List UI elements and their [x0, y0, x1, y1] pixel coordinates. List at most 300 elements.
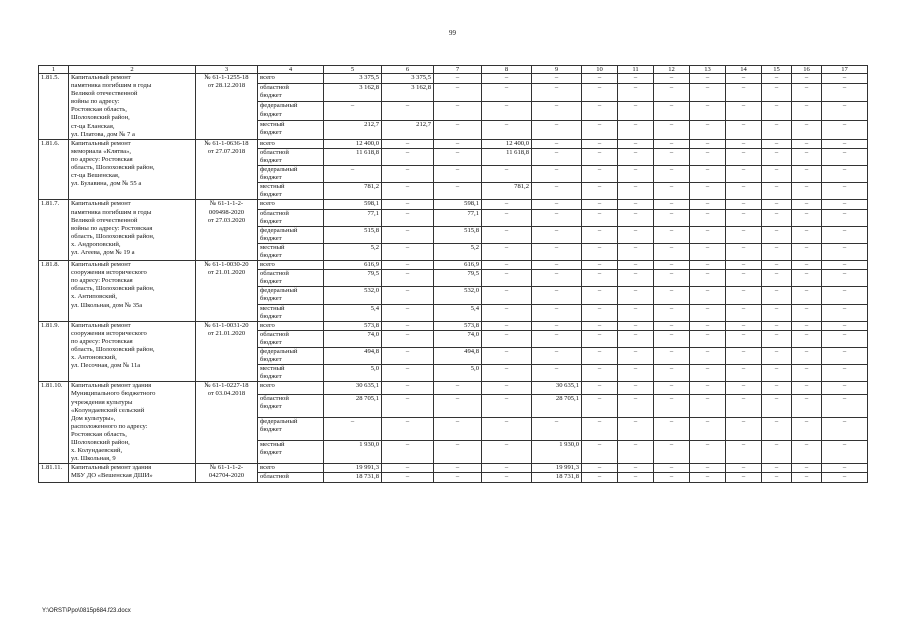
value-cell-14: –	[726, 464, 762, 473]
value-cell-7: 77,1	[434, 209, 482, 226]
value-cell-13: –	[690, 200, 726, 209]
value-cell-13: –	[690, 74, 726, 84]
text-line: бюджет	[260, 156, 282, 164]
value-cell-6: –	[382, 330, 434, 347]
value-cell-8: –	[482, 464, 532, 473]
value-cell-15: –	[762, 74, 792, 84]
value-cell-14: –	[726, 74, 762, 84]
value-cell-11: –	[618, 365, 654, 382]
value-cell-14: –	[726, 287, 762, 304]
value-cell-13: –	[690, 473, 726, 482]
value-cell-17: –	[822, 226, 868, 243]
text-line: ул. Школьная, дом № 35а	[71, 301, 143, 309]
value-cell-6: –	[382, 321, 434, 330]
value-cell-6: –	[382, 394, 434, 417]
text-line: бюджет	[260, 217, 282, 225]
text-line: бюджет	[260, 110, 282, 118]
value-cell-11: –	[618, 183, 654, 200]
value-cell-5: –	[324, 417, 382, 440]
value-cell-7: –	[434, 102, 482, 121]
value-cell-5: 781,2	[324, 183, 382, 200]
value-cell-11: –	[618, 330, 654, 347]
text-line: Ростовская область,	[71, 106, 127, 114]
value-cell-12: –	[654, 139, 690, 148]
text-line: всего	[260, 382, 275, 390]
value-cell-8: –	[482, 330, 532, 347]
value-cell-14: –	[726, 348, 762, 365]
text-line: Великой отечественной	[71, 216, 138, 224]
value-cell-12: –	[654, 330, 690, 347]
item-document	[196, 261, 258, 322]
value-cell-6: –	[382, 183, 434, 200]
value-cell-8: –	[482, 382, 532, 394]
value-cell-12: –	[654, 200, 690, 209]
value-cell-5: 5,0	[324, 365, 382, 382]
value-cell-15: –	[762, 83, 792, 102]
text-line: Капитальный ремонт	[71, 74, 131, 81]
value-cell-14: –	[726, 139, 762, 148]
value-cell-17: –	[822, 321, 868, 330]
value-cell-12: –	[654, 166, 690, 183]
value-cell-16: –	[792, 209, 822, 226]
value-cell-7: 598,1	[434, 200, 482, 209]
value-cell-17: –	[822, 464, 868, 473]
funding-type	[258, 365, 324, 382]
text-line: областной	[260, 330, 289, 338]
value-cell-10: –	[582, 226, 618, 243]
value-cell-16: –	[792, 261, 822, 270]
value-cell-17: –	[822, 382, 868, 394]
text-line: Капитальный ремонт здания	[71, 464, 152, 472]
value-cell-12: –	[654, 394, 690, 417]
value-cell-6: –	[382, 304, 434, 321]
column-header-11: 11	[618, 66, 654, 74]
value-cell-16: –	[792, 183, 822, 200]
value-cell-14: –	[726, 330, 762, 347]
value-cell-13: –	[690, 348, 726, 365]
value-cell-16: –	[792, 394, 822, 417]
value-cell-5: 515,8	[324, 226, 382, 243]
table-row	[39, 74, 868, 84]
text-line: ул. Булавина, дом № 55 а	[71, 180, 142, 188]
value-cell-9: –	[532, 321, 582, 330]
value-cell-11: –	[618, 287, 654, 304]
value-cell-9: –	[532, 243, 582, 260]
value-cell-5: 19 991,3	[324, 464, 382, 473]
value-cell-8: –	[482, 394, 532, 417]
value-cell-11: –	[618, 148, 654, 165]
text-line: по адресу: Ростовская	[71, 277, 133, 285]
value-cell-11: –	[618, 304, 654, 321]
value-cell-5: 5,4	[324, 304, 382, 321]
value-cell-9: –	[532, 287, 582, 304]
text-line: ст-ца Еланская,	[71, 122, 115, 130]
value-cell-5: 12 400,0	[324, 139, 382, 148]
funding-type	[258, 183, 324, 200]
value-cell-13: –	[690, 464, 726, 473]
value-cell-7: –	[434, 441, 482, 464]
text-line: сооружения исторического	[71, 269, 147, 277]
value-cell-10: –	[582, 348, 618, 365]
text-line: областной	[260, 209, 289, 217]
value-cell-14: –	[726, 304, 762, 321]
value-cell-6: –	[382, 102, 434, 121]
value-cell-12: –	[654, 321, 690, 330]
value-cell-14: –	[726, 321, 762, 330]
value-cell-16: –	[792, 304, 822, 321]
text-line: Капитальный ремонт	[71, 200, 131, 208]
value-cell-14: –	[726, 417, 762, 440]
value-cell-7: 532,0	[434, 287, 482, 304]
value-cell-16: –	[792, 464, 822, 473]
item-description	[69, 464, 196, 482]
value-cell-12: –	[654, 365, 690, 382]
value-cell-5: –	[324, 102, 382, 121]
value-cell-11: –	[618, 464, 654, 473]
funding-type	[258, 74, 324, 84]
value-cell-10: –	[582, 166, 618, 183]
text-line: Капитальный ремонт	[71, 321, 131, 329]
value-cell-15: –	[762, 321, 792, 330]
value-cell-13: –	[690, 183, 726, 200]
value-cell-11: –	[618, 394, 654, 417]
value-cell-17: –	[822, 166, 868, 183]
funding-type	[258, 166, 324, 183]
value-cell-5: 30 635,1	[324, 382, 382, 394]
value-cell-13: –	[690, 83, 726, 102]
value-cell-7: 74,0	[434, 330, 482, 347]
value-cell-6: –	[382, 209, 434, 226]
value-cell-9: 19 991,3	[532, 464, 582, 473]
value-cell-10: –	[582, 83, 618, 102]
value-cell-9: –	[532, 365, 582, 382]
value-cell-13: –	[690, 139, 726, 148]
text-line: № 61-1-1-2-	[209, 200, 244, 208]
value-cell-7: 494,8	[434, 348, 482, 365]
text-line: всего	[260, 261, 275, 269]
value-cell-10: –	[582, 321, 618, 330]
value-cell-9: –	[532, 330, 582, 347]
value-cell-17: –	[822, 473, 868, 482]
page-number: 99	[449, 29, 456, 37]
item-code: 1.81.10.	[39, 382, 69, 464]
value-cell-5: 79,5	[324, 270, 382, 287]
value-cell-8: –	[482, 83, 532, 102]
text-line: бюджет	[260, 174, 282, 182]
value-cell-12: –	[654, 243, 690, 260]
text-line: всего	[260, 74, 275, 81]
value-cell-14: –	[726, 441, 762, 464]
item-document	[196, 321, 258, 382]
value-cell-8: –	[482, 473, 532, 482]
value-cell-13: –	[690, 226, 726, 243]
item-description	[69, 139, 196, 200]
text-line: федеральный	[260, 417, 298, 425]
text-line: по адресу: Ростовская	[71, 337, 133, 345]
value-cell-17: –	[822, 394, 868, 417]
value-cell-15: –	[762, 394, 792, 417]
value-cell-6: –	[382, 464, 434, 473]
value-cell-15: –	[762, 166, 792, 183]
value-cell-5: 616,9	[324, 261, 382, 270]
value-cell-9: –	[532, 121, 582, 140]
funding-type	[258, 394, 324, 417]
value-cell-7: –	[434, 83, 482, 102]
value-cell-6: –	[382, 243, 434, 260]
value-cell-15: –	[762, 148, 792, 165]
value-cell-13: –	[690, 209, 726, 226]
value-cell-11: –	[618, 382, 654, 394]
value-cell-17: –	[822, 441, 868, 464]
value-cell-5: 212,7	[324, 121, 382, 140]
item-code: 1.81.5.	[39, 74, 69, 140]
text-line: № 61-1-0227-18	[204, 382, 249, 390]
value-cell-5: 573,8	[324, 321, 382, 330]
value-cell-8: 12 400,0	[482, 139, 532, 148]
value-cell-17: –	[822, 261, 868, 270]
text-line: всего	[260, 200, 275, 208]
value-cell-15: –	[762, 139, 792, 148]
item-description	[69, 200, 196, 261]
value-cell-13: –	[690, 365, 726, 382]
value-cell-17: –	[822, 365, 868, 382]
value-cell-16: –	[792, 83, 822, 102]
value-cell-9: –	[532, 148, 582, 165]
funding-type	[258, 464, 324, 473]
text-line: МБУ ДО «Вешенская ДШИ»	[71, 472, 153, 480]
value-cell-11: –	[618, 74, 654, 84]
column-header-7: 7	[434, 66, 482, 74]
item-description	[69, 74, 196, 140]
value-cell-5: 494,8	[324, 348, 382, 365]
value-cell-6: –	[382, 270, 434, 287]
value-cell-12: –	[654, 261, 690, 270]
text-line: Шолоховский район,	[71, 114, 130, 122]
value-cell-14: –	[726, 200, 762, 209]
value-cell-13: –	[690, 321, 726, 330]
value-cell-12: –	[654, 382, 690, 394]
column-header-5: 5	[324, 66, 382, 74]
column-header-4: 4	[258, 66, 324, 74]
value-cell-15: –	[762, 226, 792, 243]
value-cell-16: –	[792, 139, 822, 148]
value-cell-8: –	[482, 287, 532, 304]
value-cell-10: –	[582, 200, 618, 209]
value-cell-10: –	[582, 183, 618, 200]
value-cell-16: –	[792, 348, 822, 365]
column-header-3: 3	[196, 66, 258, 74]
value-cell-10: –	[582, 417, 618, 440]
value-cell-6: –	[382, 166, 434, 183]
value-cell-8: –	[482, 348, 532, 365]
value-cell-17: –	[822, 139, 868, 148]
value-cell-11: –	[618, 417, 654, 440]
text-line: область, Шолоховский район,	[71, 346, 155, 353]
value-cell-12: –	[654, 348, 690, 365]
text-line: областной	[260, 83, 289, 91]
text-line: № 61-1-1255-18	[204, 74, 249, 81]
value-cell-12: –	[654, 464, 690, 473]
text-line: от 21.01.2020	[207, 269, 246, 277]
value-cell-6: –	[382, 200, 434, 209]
value-cell-15: –	[762, 270, 792, 287]
column-header-17: 17	[822, 66, 868, 74]
value-cell-5: 5,2	[324, 243, 382, 260]
value-cell-10: –	[582, 209, 618, 226]
value-cell-16: –	[792, 473, 822, 482]
text-line: Капитальный ремонт здания	[71, 382, 152, 390]
value-cell-7: 573,8	[434, 321, 482, 330]
text-line: местный	[260, 183, 285, 191]
text-line: бюджет	[260, 191, 282, 199]
value-cell-9: –	[532, 183, 582, 200]
value-cell-11: –	[618, 200, 654, 209]
text-line: войны по адресу: Ростовская	[71, 224, 153, 232]
value-cell-8: –	[482, 261, 532, 270]
value-cell-11: –	[618, 348, 654, 365]
value-cell-11: –	[618, 139, 654, 148]
value-cell-12: –	[654, 270, 690, 287]
funding-type	[258, 148, 324, 165]
value-cell-16: –	[792, 166, 822, 183]
text-line: бюджет	[260, 373, 282, 381]
funding-type	[258, 83, 324, 102]
value-cell-17: –	[822, 121, 868, 140]
text-line: всего	[260, 139, 275, 147]
value-cell-13: –	[690, 304, 726, 321]
value-cell-10: –	[582, 473, 618, 482]
value-cell-14: –	[726, 166, 762, 183]
value-cell-6: –	[382, 473, 434, 482]
value-cell-17: –	[822, 200, 868, 209]
text-line: Великой отечественной	[71, 90, 138, 98]
value-cell-10: –	[582, 121, 618, 140]
value-cell-9: –	[532, 139, 582, 148]
funding-type	[258, 139, 324, 148]
table-row	[39, 321, 868, 330]
column-header-13: 13	[690, 66, 726, 74]
value-cell-12: –	[654, 74, 690, 84]
value-cell-16: –	[792, 382, 822, 394]
value-cell-11: –	[618, 83, 654, 102]
value-cell-14: –	[726, 226, 762, 243]
value-cell-8: –	[482, 166, 532, 183]
text-line: Муниципального бюджетного	[71, 390, 156, 398]
value-cell-5: 77,1	[324, 209, 382, 226]
text-line: от 27.03.2020	[207, 216, 246, 224]
budget-table	[38, 65, 868, 483]
text-line: ул. Песочная, дом № 11а	[71, 362, 141, 370]
table-body	[39, 74, 868, 483]
value-cell-7: 616,9	[434, 261, 482, 270]
value-cell-15: –	[762, 102, 792, 121]
funding-type	[258, 270, 324, 287]
value-cell-16: –	[792, 102, 822, 121]
text-line: областной	[260, 473, 289, 481]
text-line: областной	[260, 394, 289, 402]
table-row	[39, 382, 868, 394]
value-cell-7: –	[434, 183, 482, 200]
value-cell-17: –	[822, 74, 868, 84]
value-cell-13: –	[690, 417, 726, 440]
value-cell-17: –	[822, 83, 868, 102]
column-header-8: 8	[482, 66, 532, 74]
item-document	[196, 382, 258, 464]
value-cell-8: –	[482, 417, 532, 440]
value-cell-16: –	[792, 270, 822, 287]
funding-type	[258, 348, 324, 365]
value-cell-15: –	[762, 348, 792, 365]
value-cell-14: –	[726, 183, 762, 200]
value-cell-15: –	[762, 243, 792, 260]
value-cell-6: –	[382, 348, 434, 365]
text-line: х. Андроповский,	[71, 240, 121, 248]
text-line: ул. Агеева, дом № 19 а	[71, 248, 135, 256]
value-cell-8: –	[482, 365, 532, 382]
text-line: бюджет	[260, 278, 282, 286]
value-cell-8: –	[482, 74, 532, 84]
value-cell-11: –	[618, 121, 654, 140]
value-cell-7: –	[434, 382, 482, 394]
text-line: от 28.12.2018	[207, 82, 246, 90]
value-cell-7: 79,5	[434, 270, 482, 287]
value-cell-5: –	[324, 166, 382, 183]
text-line: федеральный	[260, 287, 298, 295]
funding-type	[258, 102, 324, 121]
value-cell-9: –	[532, 348, 582, 365]
value-cell-15: –	[762, 417, 792, 440]
value-cell-12: –	[654, 148, 690, 165]
value-cell-12: –	[654, 226, 690, 243]
table-row	[39, 200, 868, 209]
text-line: х. Колундаевский,	[71, 447, 123, 455]
value-cell-10: –	[582, 287, 618, 304]
item-code: 1.81.8.	[39, 261, 69, 322]
item-code: 1.81.9.	[39, 321, 69, 382]
text-line: бюджет	[260, 425, 282, 433]
value-cell-6: 212,7	[382, 121, 434, 140]
value-cell-6: –	[382, 287, 434, 304]
value-cell-13: –	[690, 121, 726, 140]
value-cell-12: –	[654, 304, 690, 321]
value-cell-9: 1 930,0	[532, 441, 582, 464]
text-line: область, Шолоховский район,	[71, 232, 155, 240]
text-line: войны по адресу:	[71, 98, 120, 106]
value-cell-8: –	[482, 102, 532, 121]
text-line: федеральный	[260, 102, 298, 110]
value-cell-13: –	[690, 148, 726, 165]
value-cell-14: –	[726, 473, 762, 482]
column-header-16: 16	[792, 66, 822, 74]
text-line: бюджет	[260, 338, 282, 346]
value-cell-13: –	[690, 270, 726, 287]
value-cell-9: 18 731,8	[532, 473, 582, 482]
value-cell-15: –	[762, 365, 792, 382]
value-cell-8: –	[482, 441, 532, 464]
text-line: х. Антиповский,	[71, 293, 118, 301]
value-cell-13: –	[690, 166, 726, 183]
value-cell-10: –	[582, 270, 618, 287]
value-cell-8: 11 618,8	[482, 148, 532, 165]
value-cell-17: –	[822, 243, 868, 260]
funding-type	[258, 261, 324, 270]
value-cell-7: 515,8	[434, 226, 482, 243]
value-cell-17: –	[822, 304, 868, 321]
value-cell-15: –	[762, 287, 792, 304]
value-cell-15: –	[762, 473, 792, 482]
value-cell-5: 11 618,8	[324, 148, 382, 165]
funding-type	[258, 382, 324, 394]
